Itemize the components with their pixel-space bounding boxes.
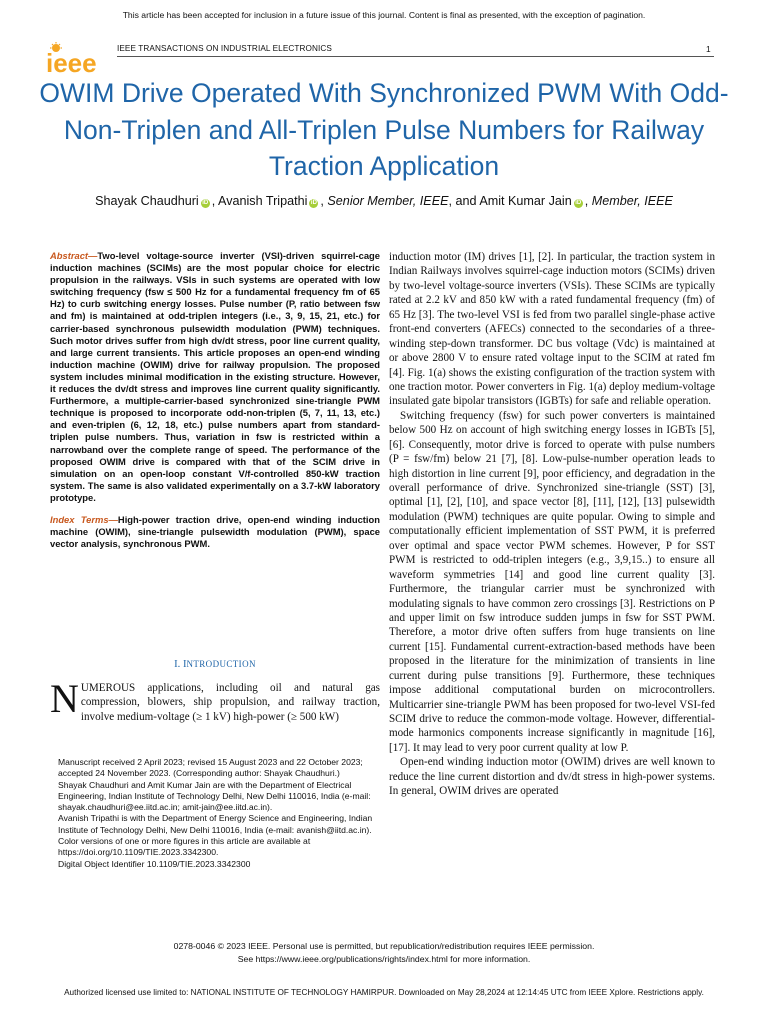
abstract	[50, 250, 380, 504]
footnote: Manuscript received 2 April 2023; revised 15 August 2023 and 22 October 2023; accepted 24 November 2023. (Corresponding author: Shayak Chaudhuri.)	[58, 757, 363, 779]
footnotes	[58, 757, 380, 870]
svg-text:ieee: ieee	[46, 48, 97, 76]
intro-text: applications, including oil and natural gas compression, blowers, ship propulsion, and railway traction, involve medium-voltage (≥ 1 kV) high-power (≥ 500 kW)	[80, 682, 380, 723]
body-paragraph: induction motor (IM) drives [1], [2]. In particular, the traction system in Indian Railways involves squirrel-cage induction motors (SCIMs) driven by two-level voltage-source inverters (VSIs). These SCIMs are typically rated at 2.2 kV and 850 kW with a rated fundamental frequency (fm) of 65 Hz [3]. The two-level VSI is fed from two parallel single-phase active front-end converters (AFECs) connected to the secondaries of a three-winding step-down transformer. DC bus voltage (Vdc) is maintained at or above 2800 V to ensure rated voltage input to the SCIM at rated fm [4]. Fig. 1(a) shows the existing configuration of the traction system with one traction motor. Power converters in Fig. 1(a) deploy medium-voltage insulated gate bipolar transistors (IGBTs) for safe and reliable operation.	[389, 251, 715, 408]
footnote: Avanish Tripathi is with the Department of Energy Science and Engineering, Indian Institute of Technology Delhi, New Delhi 110016, India (e-mail: avanish@iitd.ac.in).	[58, 813, 373, 835]
footnote: Shayak Chaudhuri and Amit Kumar Jain are with the Department of Electrical Engineering, Indian Institute of Technology Delhi, New Delhi 110016, India (e-mail: shayak.chaudhuri@ee.iitd.ac.in; amit-jain@ee.iitd.ac.in).	[58, 779, 371, 813]
footnote: Digital Object Identifier 10.1109/TIE.2023.3342300	[58, 858, 251, 869]
author-role: Senior Member, IEEE	[327, 194, 449, 208]
orcid-icon[interactable]: iD	[575, 200, 582, 206]
author-name: Avanish Tripathi	[218, 194, 308, 208]
page-number: 1	[706, 44, 711, 54]
index-terms	[50, 514, 380, 550]
author-role: Member, IEEE	[591, 194, 673, 208]
license-note: Authorized licensed use limited to: NATIONAL INSTITUTE OF TECHNOLOGY HAMIRPUR. Downloaded on May 28,2024 at 12:14:45 UTC from IEEE Xplore. Restrictions apply.	[64, 988, 704, 997]
ieee-logo	[44, 42, 106, 76]
acceptance-note: This article has been accepted for inclusion in a future issue of this journal. Content is final as presented, with the exception of pagination.	[122, 10, 646, 20]
copyright-notice	[0, 940, 768, 965]
body-paragraph: Open-end winding induction motor (OWIM) drives are well known to reduce the line current distortion and dv/dt stress in high-power systems. In general, OWIM drives are operated	[389, 756, 715, 798]
right-column	[389, 250, 715, 799]
section-heading	[50, 659, 380, 670]
orcid-icon[interactable]: iD	[202, 200, 209, 206]
abstract-text: Two-level voltage-source inverter (VSI)-driven squirrel-cage induction machines (SCIMs) are the most popular choice for electric propulsion in the railways. VSIs in such systems are operated with low switching frequency (fsw ≤ 500 Hz for a fundamental frequency fm of 65 Hz) to curb switching energy losses. Pulse number (P, ratio between fsw and fm) is maintained at odd-triplen integers (i.e., 3, 9, 15, 21, etc.) for carrier-based synchronous pulsewidth modulation (PWM) techniques. Such motor drives suffer from high dv/dt stress, poor line current quality, and large current transients. This article proposes an open-end winding induction machine (OWIM) drive for railway propulsion. The proposed system includes minimal modification in the existing structure. However, it reduces the dv/dt stress and improves line current quality significantly. Furthermore, a multiple-carrier-based synchronized sine-triangle PWM technique is proposed to incorporate odd-non-triplen (5, 7, 11, 13, etc.) and even-triplen (6, 12, 18, etc.) pulse numbers apart from standard-triplen pulse numbers. Thus, variation in fsw is restricted within a narrowband over the complete range of speed. The performance of the proposed OWIM drive is compared with that of the SCIM drive in simulation on an open-loop constant V/f-controlled 850-kW traction system. The same is also validated experimentally on a 3.7-kW laboratory prototype.	[50, 250, 380, 503]
index-terms-text: High-power traction drive, open-end winding induction machine (OWIM), sine-triangle pulsewidth modulation (PWM), space vector analysis, synchronous PWM.	[50, 513, 380, 550]
abstract-label: Abstract—	[50, 250, 98, 261]
footnote: Color versions of one or more figures in this article are available at https://doi.org/10.1109/TIE.2023.3342300.	[58, 836, 311, 858]
journal-name: IEEE TRANSACTIONS ON INDUSTRIAL ELECTRONICS	[117, 44, 332, 53]
left-column	[50, 250, 380, 550]
author-name: and Amit Kumar Jain	[455, 194, 572, 208]
author-name: Shayak Chaudhuri	[95, 194, 199, 208]
section-title-initial: I	[182, 659, 187, 670]
index-terms-label: Index Terms—	[50, 513, 118, 525]
section-title-rest: NTRODUCTION	[186, 659, 256, 669]
rights-link[interactable]: See https://www.ieee.org/publications/rights/index.html for more information.	[237, 953, 531, 964]
header-rule	[117, 56, 714, 57]
intro-paragraph	[50, 676, 380, 724]
body-paragraph: Switching frequency (fsw) for such power converters is maintained below 500 Hz on account of high switching energy losses in IGBTs [5], [6]. Consequently, motor drive is forced to operate with pulse numbers (P = fsw/fm) below 21 [7], [8]. Low-pulse-number operation leads to high distortion in line current [9], poor efficiency, and degradation in the overall performance of drive. Synchronized sine-triangle (SST) [3], optimal [1], [2], [10], and space vector [8], [11], [12], [13] pulsewidth modulation (PWM) techniques are quite popular. Owing to simple and computationally efficient implementation of SST PWM, it is preferred over optimal and space vector PWM schemes. However, P for SST PWM is restricted to odd-triplen integers (e.g., 3,9,15..) to ensure all waveform symmetries [14] and good line current quality [3]. Furthermore, the triangular carrier must be synchronized with modulating signals to have common zero crossings [3]. Restrictions on P and upper limit on fsw introduce sudden jumps in fsw for SST PWM. Therefore, a motor drive often suffers from huge transients on line current [15]. Fundamental current-extraction-based methods have been proposed in the literature for the minimization of transients in line current during pulse transitions [9]. Furthermore, these techniques impose additional computational burden on microcontrollers. Multicarrier sine-triangle PWM has been proposed for two-level VSI-fed SCIM drive to reduce the common-mode voltage. However, differential-mode harmonics components increase significantly in magnitude [16], [17]. It may lead to very poor current quality at low P.	[389, 409, 715, 754]
paper-title: OWIM Drive Operated With Synchronized PWM With Odd-Non-Triplen and All-Triplen Pulse Numbers for Railway Traction Application	[39, 78, 729, 181]
orcid-icon[interactable]: iD	[310, 200, 317, 206]
copyright-line: 0278-0046 © 2023 IEEE. Personal use is permitted, but republication/redistribution requires IEEE permission.	[173, 941, 595, 951]
drop-cap: N	[50, 676, 79, 721]
intro-first-word: UMEROUS	[80, 682, 136, 694]
section-numeral: I.	[174, 659, 181, 670]
author-line: Shayak Chaudhuri iD , Avanish Tripathi iD , Senior Member, IEEE, and Amit Kumar Jain iD , Member, IEEE	[95, 194, 673, 208]
